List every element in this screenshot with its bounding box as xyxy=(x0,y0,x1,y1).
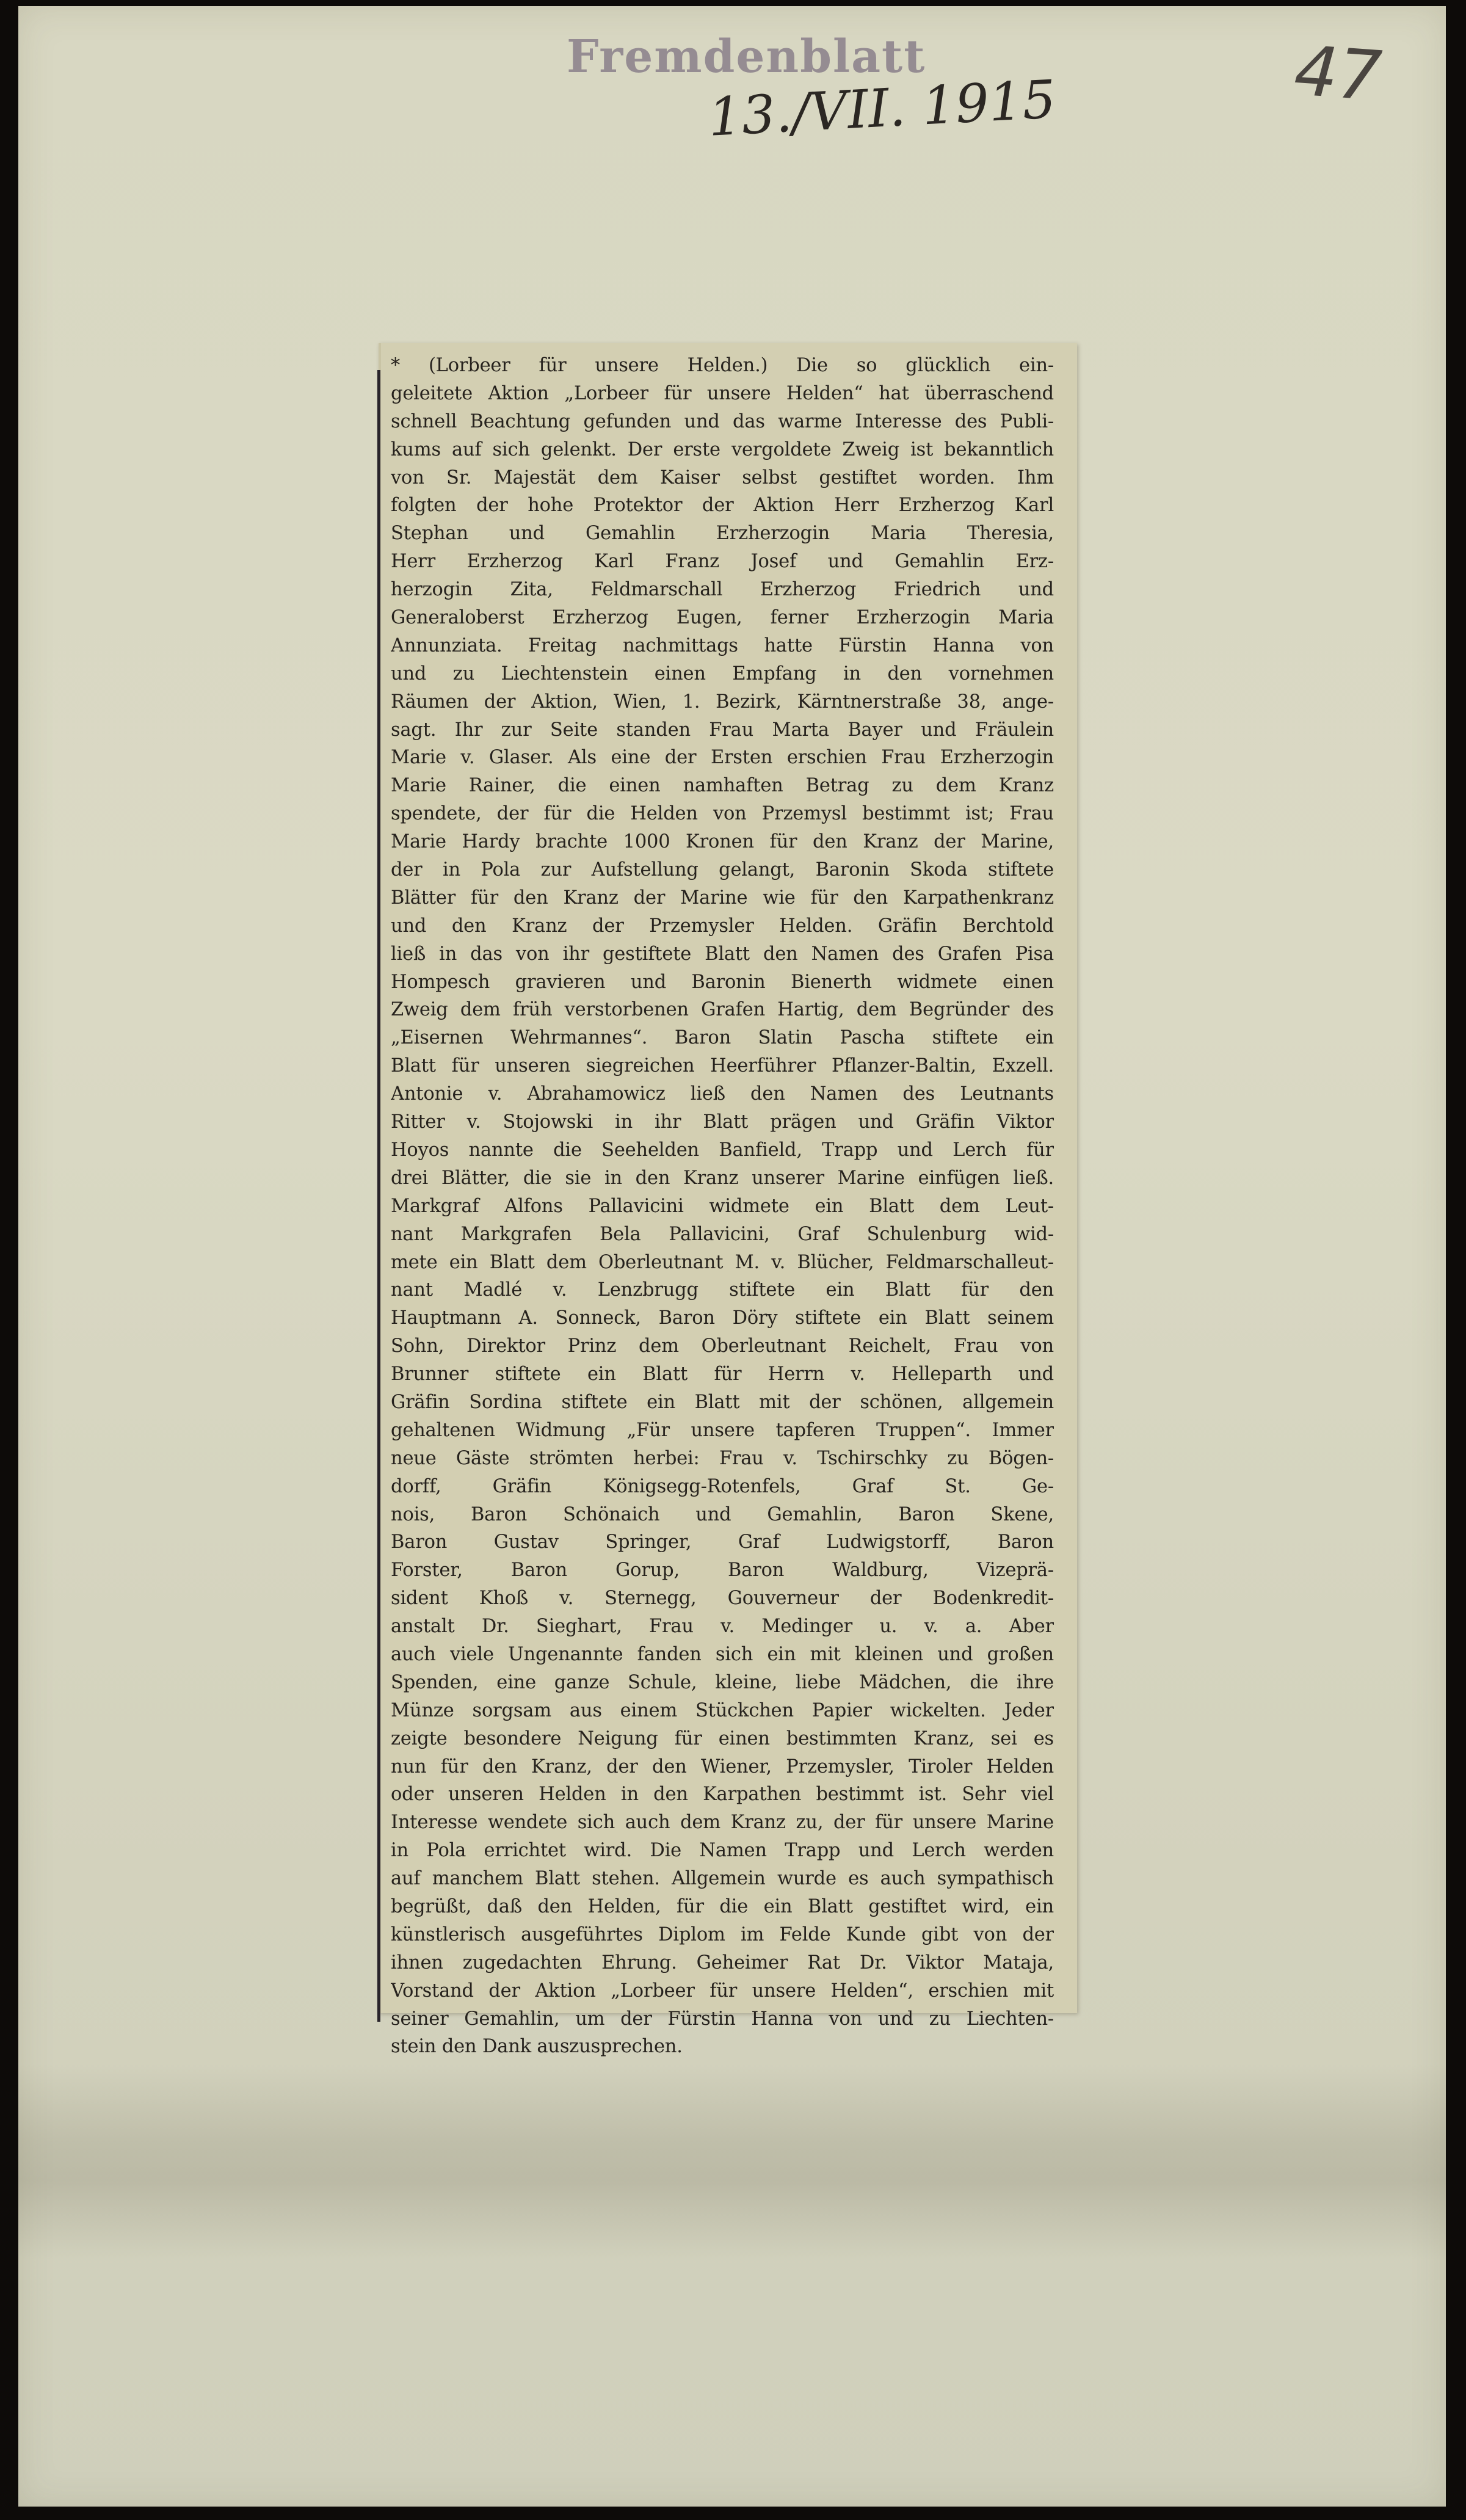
article-line: Vorstand der Aktion „Lorbeer für unsere Helden“, erschien mit xyxy=(391,1980,1054,2002)
article-line: schnell Beachtung gefunden und das warme Interesse des Publi- xyxy=(391,410,1054,432)
article-line: nun für den Kranz, der den Wiener, Przemysler, Tiroler Helden xyxy=(391,1756,1054,1777)
article-line: Hoyos nannte die Seehelden Banfield, Trapp und Lerch für xyxy=(391,1139,1054,1161)
article-line: Forster, Baron Gorup, Baron Waldburg, Vizeprä- xyxy=(391,1560,1054,1581)
article-line: Brunner stiftete ein Blatt für Herrn v. Helleparth und xyxy=(391,1363,1054,1385)
article-line: Stephan und Gemahlin Erzherzogin Maria Theresia, xyxy=(391,523,1054,545)
article-line: Ritter v. Stojowski in ihr Blatt prägen und Gräfin Viktor xyxy=(391,1111,1054,1133)
article-line: und den Kranz der Przemysler Helden. Gräfin Berchtold xyxy=(391,915,1054,937)
article-line: „Eisernen Wehrmannes“. Baron Slatin Pascha stiftete ein xyxy=(391,1027,1054,1049)
article-line: Marie Hardy brachte 1000 Kronen für den Kranz der Marine, xyxy=(391,831,1054,853)
article-line: spendete, der für die Helden von Przemysl bestimmt ist; Frau xyxy=(391,803,1054,825)
article-line: Zweig dem früh verstorbenen Grafen Hartig, dem Begründer des xyxy=(391,999,1054,1021)
article-line: Hompesch gravieren und Baronin Bienerth widmete einen xyxy=(391,971,1054,993)
article-line: sident Khoß v. Sternegg, Gouverneur der Bodenkredit- xyxy=(391,1588,1054,1610)
article-line: Blatt für unseren siegreichen Heerführer Pflanzer-Baltin, Exzell. xyxy=(391,1055,1054,1077)
article-line: anstalt Dr. Sieghart, Frau v. Medinger u. v. a. Aber xyxy=(391,1616,1054,1638)
article-line: auch viele Ungenannte fanden sich ein mit kleinen und großen xyxy=(391,1643,1054,1665)
article-line: oder unseren Helden in den Karpathen bestimmt ist. Sehr viel xyxy=(391,1784,1054,1806)
article-line: auf manchem Blatt stehen. Allgemein wurde es auch sympathisch xyxy=(391,1868,1054,1890)
article-line: Herr Erzherzog Karl Franz Josef und Gemahlin Erz- xyxy=(391,551,1054,573)
article-line: Baron Gustav Springer, Graf Ludwigstorff, Baron xyxy=(391,1531,1054,1553)
article-line: Sohn, Direktor Prinz dem Oberleutnant Reichelt, Frau von xyxy=(391,1335,1054,1357)
article-line: Spenden, eine ganze Schule, kleine, liebe Mädchen, die ihre xyxy=(391,1671,1054,1693)
clipping-article-text xyxy=(391,352,1054,2061)
article-line: begrüßt, daß den Helden, für die ein Blatt gestiftet wird, ein xyxy=(391,1895,1054,1917)
article-line: Gräfin Sordina stiftete ein Blatt mit der schönen, allgemein xyxy=(391,1391,1054,1413)
article-line: folgten der hohe Protektor der Aktion Herr Erzherzog Karl xyxy=(391,495,1054,517)
paper-fold-shadow xyxy=(18,2064,1446,2259)
article-line: zeigte besondere Neigung für einen bestimmten Kranz, sei es xyxy=(391,1727,1054,1749)
article-line: dorff, Gräfin Königsegg-Rotenfels, Graf St. Ge- xyxy=(391,1475,1054,1497)
article-line: geleitete Aktion „Lorbeer für unsere Helden“ hat überraschend xyxy=(391,382,1054,404)
article-line: Generaloberst Erzherzog Eugen, ferner Erzherzogin Maria xyxy=(391,607,1054,629)
article-line: Marie v. Glaser. Als eine der Ersten erschien Frau Erzherzogin xyxy=(391,747,1054,769)
article-line: stein den Dank auszusprechen. xyxy=(391,2036,683,2058)
article-line: nois, Baron Schönaich und Gemahlin, Baron Skene, xyxy=(391,1503,1054,1525)
handwritten-page-number: 47 xyxy=(1291,31,1384,117)
article-line: ihnen zugedachten Ehrung. Geheimer Rat Dr. Viktor Mataja, xyxy=(391,1952,1054,1974)
article-line: Annunziata. Freitag nachmittags hatte Fürstin Hanna von xyxy=(391,634,1054,656)
article-line: seiner Gemahlin, um der Fürstin Hanna von und zu Liechten- xyxy=(391,2008,1054,2030)
article-line: und zu Liechtenstein einen Empfang in den vornehmen xyxy=(391,663,1054,684)
handwritten-date: 13./VII. 1915 xyxy=(706,69,1058,148)
article-line: nant Madlé v. Lenzbrugg stiftete ein Blatt für den xyxy=(391,1279,1054,1301)
article-line: Münze sorgsam aus einem Stückchen Papier wickelten. Jeder xyxy=(391,1699,1054,1721)
article-line: Markgraf Alfons Pallavicini widmete ein Blatt dem Leut- xyxy=(391,1195,1054,1217)
article-line: ließ in das von ihr gestiftete Blatt den Namen des Grafen Pisa xyxy=(391,943,1054,965)
article-line: der in Pola zur Aufstellung gelangt, Baronin Skoda stiftete xyxy=(391,859,1054,881)
article-line: herzogin Zita, Feldmarschall Erzherzog Friedrich und xyxy=(391,579,1054,601)
article-line: sagt. Ihr zur Seite standen Frau Marta Bayer und Fräulein xyxy=(391,719,1054,741)
article-line: mete ein Blatt dem Oberleutnant M. v. Blücher, Feldmarschalleut- xyxy=(391,1251,1054,1273)
article-line: nant Markgrafen Bela Pallavicini, Graf Schulenburg wid- xyxy=(391,1223,1054,1245)
article-line: gehaltenen Widmung „Für unsere tapferen Truppen“. Immer xyxy=(391,1419,1054,1441)
article-line: in Pola errichtet wird. Die Namen Trapp und Lerch werden xyxy=(391,1840,1054,1862)
newspaper-stamp: Fremdenblatt xyxy=(567,31,926,83)
article-line: künstlerisch ausgeführtes Diplom im Felde Kunde gibt von der xyxy=(391,1923,1054,1945)
article-line: kums auf sich gelenkt. Der erste vergoldete Zweig ist bekanntlich xyxy=(391,438,1054,460)
article-line: * (Lorbeer für unsere Helden.) Die so glücklich ein- xyxy=(391,355,1054,376)
article-line: Blätter für den Kranz der Marine wie für den Karpathenkranz xyxy=(391,887,1054,909)
article-line: Antonie v. Abrahamowicz ließ den Namen des Leutnants xyxy=(391,1083,1054,1105)
article-line: neue Gäste strömten herbei: Frau v. Tschirschky zu Bögen- xyxy=(391,1447,1054,1469)
article-line: Interesse wendete sich auch dem Kranz zu, der für unsere Marine xyxy=(391,1812,1054,1834)
article-line: Hauptmann A. Sonneck, Baron Döry stiftete ein Blatt seinem xyxy=(391,1307,1054,1329)
article-line: von Sr. Majestät dem Kaiser selbst gestiftet worden. Ihm xyxy=(391,467,1054,488)
article-line: drei Blätter, die sie in den Kranz unserer Marine einfügen ließ. xyxy=(391,1167,1054,1189)
article-line: Marie Rainer, die einen namhaften Betrag zu dem Kranz xyxy=(391,775,1054,797)
article-line: Räumen der Aktion, Wien, 1. Bezirk, Kärntnerstraße 38, ange- xyxy=(391,691,1054,713)
clipping-edge-rule xyxy=(377,370,380,2022)
